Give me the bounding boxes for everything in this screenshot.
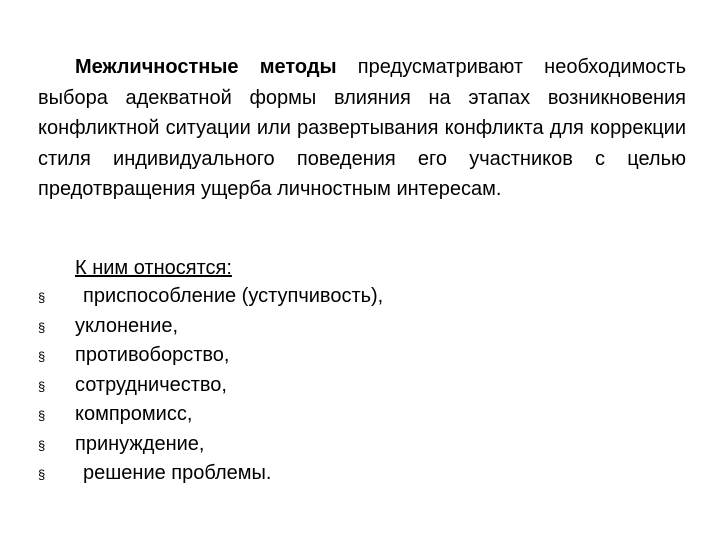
- bullet-icon: §: [38, 467, 46, 482]
- list-intro: К ним относятся:: [75, 257, 232, 279]
- paragraph-body: предусматривают необходимость выбора адекватной формы влияния на этапах возникновения конфликтной ситуации или развертывания конфликта для коррекции стиля индивидуального поведения его участников с целью предотвращения ущерба личностным интересам.: [38, 56, 686, 200]
- list-item-text: решение проблемы.: [83, 462, 272, 484]
- list-item-text: приспособление (уступчивость),: [83, 285, 384, 307]
- bullet-icon: §: [38, 290, 46, 305]
- list-item-text: сотрудничество,: [75, 373, 227, 396]
- bullet-icon: §: [38, 319, 46, 335]
- bullet-icon: §: [38, 437, 46, 453]
- main-paragraph: [38, 52, 686, 205]
- bullet-icon: §: [38, 378, 46, 394]
- bullet-icon: §: [38, 408, 46, 423]
- list-item-text: компромисс,: [75, 403, 193, 425]
- paragraph-bold-lead: Межличностные методы: [75, 56, 337, 78]
- list-item-text: принуждение,: [75, 432, 205, 455]
- list-item-text: уклонение,: [75, 314, 179, 337]
- list-item-text: противоборство,: [75, 344, 230, 366]
- bullet-icon: §: [38, 349, 46, 364]
